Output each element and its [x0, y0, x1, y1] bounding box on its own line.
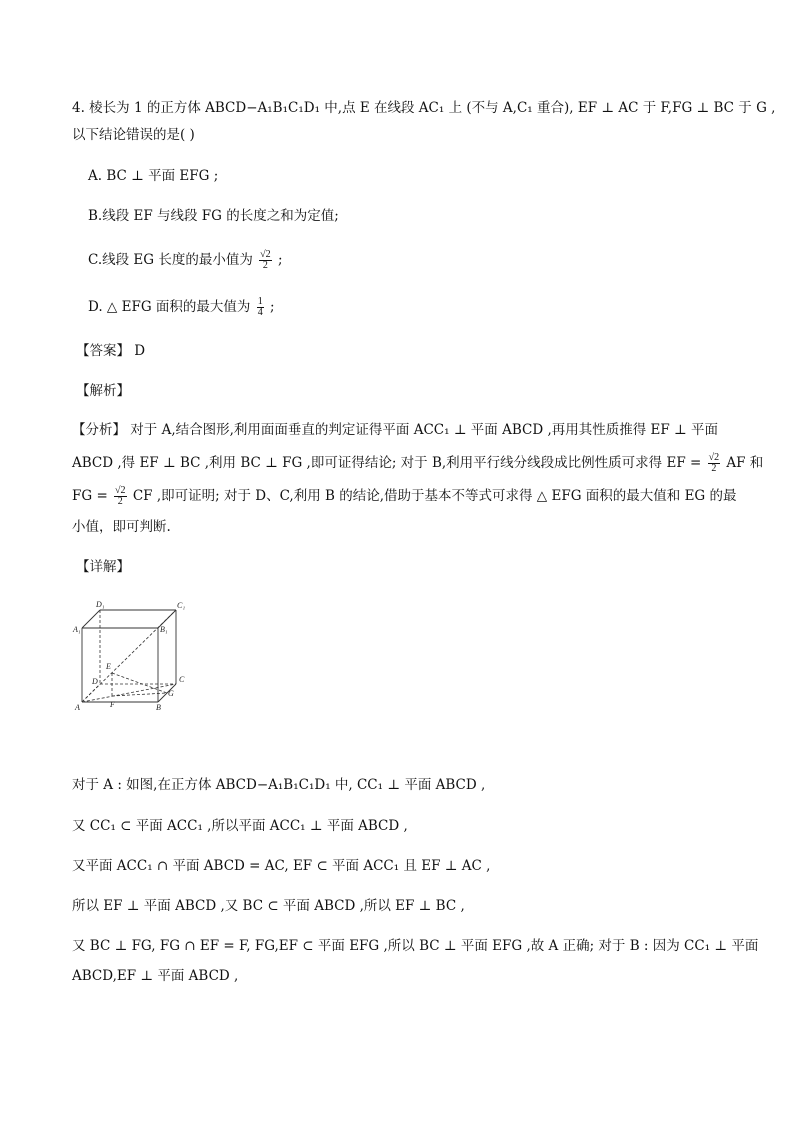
- solution-line-3: 又平面 ACC₁ ∩ 平面 ABCD = AC, EF ⊂ 平面 ACC₁ 且 EF ⊥ AC ,: [72, 858, 491, 874]
- analysis-label: 【解析】: [76, 383, 130, 399]
- option-a: A. BC ⊥ 平面 EFG ;: [88, 168, 219, 184]
- cube-figure: [70, 598, 200, 713]
- option-d-numerator: 1: [257, 296, 263, 307]
- fenxi-line-3-fraction: [114, 486, 127, 507]
- diag-ac1: [82, 610, 176, 702]
- label-d: D: [92, 677, 98, 686]
- fenxi-line-3-numerator: √2: [115, 485, 126, 496]
- fenxi-line-3-denominator: 2: [117, 496, 123, 507]
- option-c: [88, 250, 283, 271]
- label-c: C: [179, 675, 185, 684]
- fenxi-line-2-text: ABCD ,得 EF ⊥ BC ,利用 BC ⊥ FG ,即可证得结论; 对于 B,利用平行线分线段成比例性质可求得 EF =: [72, 455, 706, 471]
- fenxi-line-4: 小值，即可判断.: [72, 519, 171, 535]
- solution-line-2: 又 CC₁ ⊂ 平面 ACC₁ ,所以平面 ACC₁ ⊥ 平面 ABCD ,: [72, 818, 408, 834]
- label-f: F: [110, 700, 115, 709]
- option-c-numerator: √2: [260, 249, 271, 260]
- edge-a1d1: [82, 610, 100, 628]
- fenxi-line-3-text: FG =: [72, 488, 113, 504]
- answer-label: 【答案】 D: [76, 343, 146, 359]
- question-line-1: 4. 棱长为 1 的正方体 ABCD−A₁B₁C₁D₁ 中,点 E 在线段 AC₁ 上 (不与 A,C₁ 重合), EF ⊥ AC 于 F,FG ⊥ BC 于 G ,: [72, 100, 776, 116]
- detail-label: 【详解】: [76, 559, 130, 575]
- fenxi-line-3: [72, 486, 737, 507]
- fenxi-line-2-suffix: AF 和: [726, 455, 764, 471]
- diag-ac: [82, 684, 176, 702]
- option-c-fraction: [259, 250, 272, 271]
- label-b1: B₁: [160, 625, 168, 634]
- label-b: B: [156, 703, 161, 712]
- solution-line-4: 所以 EF ⊥ 平面 ABCD ,又 BC ⊂ 平面 ABCD ,所以 EF ⊥ BC ,: [72, 898, 465, 914]
- label-e: E: [106, 662, 111, 671]
- fenxi-line-1: 【分析】 对于 A,结合图形,利用面面垂直的判定证得平面 ACC₁ ⊥ 平面 ABCD ,再用其性质推得 EF ⊥ 平面: [72, 422, 719, 438]
- label-a: A: [75, 703, 80, 712]
- option-d: [88, 297, 275, 318]
- option-d-text: D. △ EFG 面积的最大值为: [88, 299, 251, 315]
- option-d-fraction: [257, 297, 264, 318]
- fenxi-line-3-suffix: CF ,即可证明; 对于 D、C,利用 B 的结论,借助于基本不等式可求得 △ EFG 面积的最大值和 EG 的最: [132, 488, 737, 504]
- label-a1: A₁: [73, 625, 81, 634]
- question-line-2: 以下结论错误的是( ): [72, 127, 195, 143]
- solution-line-6: ABCD,EF ⊥ 平面 ABCD ,: [72, 968, 239, 984]
- label-c1: C₁: [177, 601, 186, 610]
- segment-fg: [112, 693, 167, 696]
- segment-eg: [112, 673, 167, 693]
- fenxi-line-2: [72, 453, 763, 474]
- option-c-text: C.线段 EG 长度的最小值为: [88, 252, 253, 268]
- solution-line-5: 又 BC ⊥ FG, FG ∩ EF = F, FG,EF ⊂ 平面 EFG ,所以 BC ⊥ 平面 EFG ,故 A 正确; 对于 B : 因为 CC₁ ⊥ 平面: [72, 938, 759, 954]
- option-d-suffix: ;: [270, 299, 275, 315]
- fenxi-line-2-denominator: 2: [711, 463, 717, 474]
- solution-line-1: 对于 A : 如图,在正方体 ABCD−A₁B₁C₁D₁ 中, CC₁ ⊥ 平面 ABCD ,: [72, 777, 486, 793]
- option-c-suffix: ;: [277, 252, 283, 268]
- option-c-denominator: 2: [262, 260, 268, 271]
- label-d1: D₁: [96, 600, 105, 609]
- option-d-denominator: 4: [257, 307, 263, 318]
- label-g: G: [168, 689, 174, 698]
- fenxi-line-2-numerator: √2: [708, 452, 720, 463]
- fenxi-line-2-fraction: [708, 453, 721, 474]
- option-b: B.线段 EF 与线段 FG 的长度之和为定值;: [88, 208, 339, 224]
